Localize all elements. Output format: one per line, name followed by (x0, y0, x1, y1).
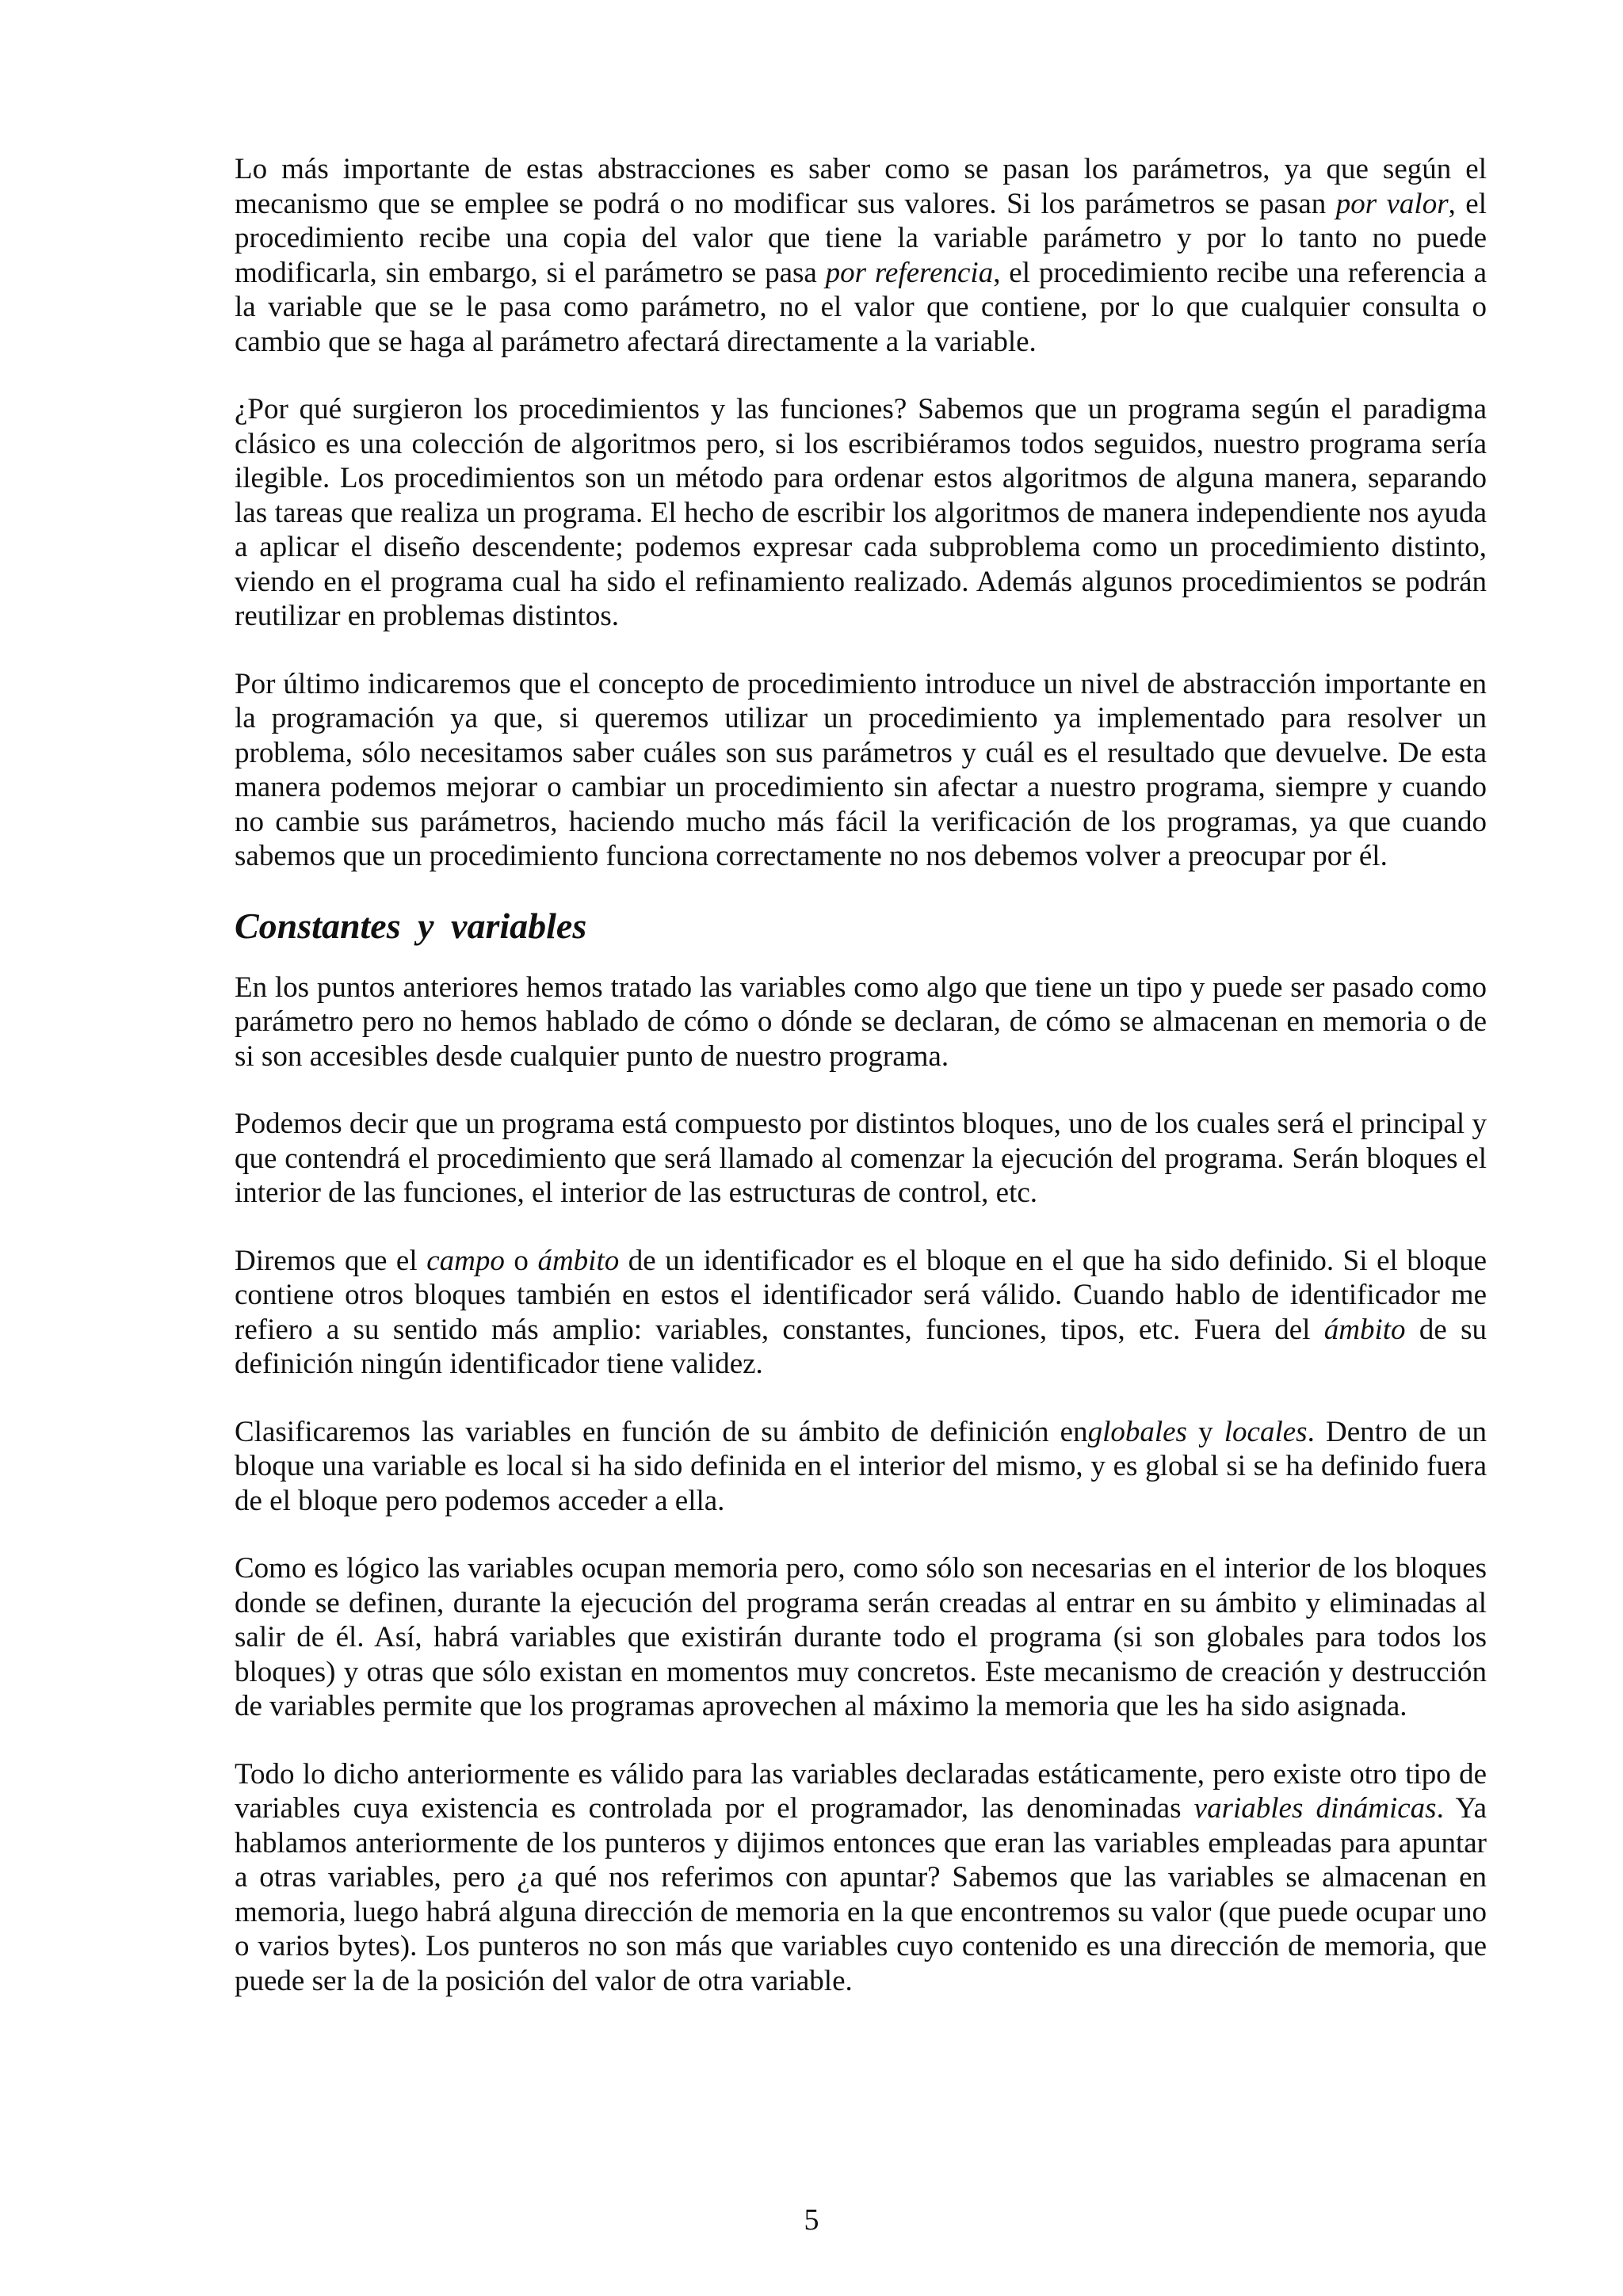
text-span: Todo lo dicho anteriormente es válido para las variables declaradas estáticamente, pero existe otro tipo de variables cuya existencia es controlada por el programador, las denominadas (235, 1757, 1487, 1825)
text-span: o (504, 1244, 538, 1277)
page-content (235, 152, 1487, 1998)
page-number: 5 (804, 2203, 819, 2237)
emphasis-campo: campo (426, 1244, 505, 1277)
emphasis-globales: globales (1087, 1415, 1187, 1448)
text-span: , el procedimiento recibe una copia del valor que tiene la variable parámetro y por lo tanto no puede modificarla, sin embargo, si el parámetro se pasa (235, 187, 1487, 289)
emphasis-por-valor: por valor (1335, 187, 1449, 220)
paragraph-parameter-passing (235, 152, 1487, 359)
paragraph-variables-intro: En los puntos anteriores hemos tratado las variables como algo que tiene un tipo y puede ser pasado como parámetro pero no hemos hablado de cómo o dónde se declaran, de cómo se almacenan en memoria o de si son accesibles desde cualquier punto de nuestro programa. (235, 971, 1487, 1073)
text-span: Diremos que el (235, 1244, 427, 1277)
text-span: , el procedimiento recibe una referencia a la variable que se le pasa como parámetro, no el valor que contiene, por lo que cualquier consulta o cambio que se haga al parámetro afectará directamente a la variable. (235, 256, 1487, 358)
emphasis-locales: locales (1224, 1415, 1308, 1448)
paragraph-why-procedures: ¿Por qué surgieron los procedimientos y las funciones? Sabemos que un programa según el paradigma clásico es una colección de algoritmos pero, si los escribiéramos todos seguidos, nuestro programa sería ilegible. Los procedimientos son un método para ordenar estos algoritmos de alguna manera, separando las tareas que realiza un programa. El hecho de escribir los algoritmos de manera independiente nos ayuda a aplicar el diseño descendente; podemos expresar cada subproblema como un procedimiento distinto, viendo en el programa cual ha sido el refinamiento realizado. Además algunos procedimientos se podrán reutilizar en problemas distintos. (235, 393, 1487, 632)
paragraph-scope (235, 1244, 1487, 1382)
text-span: y (1186, 1415, 1224, 1448)
text-span: . Ya hablamos anteriormente de los punteros y dijimos entonces que eran las variables empleadas para apuntar a otras variables, pero ¿a qué nos referimos con apuntar? Sabemos que las variables se almacenan en memoria, luego habrá alguna dirección de memoria en la que encontremos su valor (que puede ocupar uno o varios bytes). Los punteros no son más que variables cuyo contenido es una dirección de memoria, que puede ser la de la posición del valor de otra variable. (235, 1792, 1487, 1997)
text-span: de un identificador es el bloque en el que ha sido definido. Si el bloque contiene otros bloques también en estos el identificador será válido. Cuando hablo de identificador me refiero a su sentido más amplio: variables, constantes, funciones, tipos, etc. Fuera del (235, 1244, 1487, 1346)
paragraph-program-blocks: Podemos decir que un programa está compuesto por distintos bloques, uno de los cuales será el principal y que contendrá el procedimiento que será llamado al comenzar la ejecución del programa. Serán bloques el interior de las funciones, el interior de las estructuras de control, etc. (235, 1108, 1487, 1209)
section-heading-constantes-variables: Constantes y variables (235, 905, 587, 946)
paragraph-global-local (235, 1415, 1487, 1519)
emphasis-ambito: ámbito (537, 1244, 620, 1277)
paragraph-dynamic-variables (235, 1757, 1487, 1999)
emphasis-variables-dinamicas: variables dinámicas (1193, 1792, 1437, 1825)
text-span: Clasificaremos las variables en función de su ámbito de definición en (235, 1415, 1088, 1448)
emphasis-ambito: ámbito (1323, 1313, 1406, 1346)
paragraph-abstraction-level: Por último indicaremos que el concepto de procedimiento introduce un nivel de abstracción importante en la programación ya que, si queremos utilizar un procedimiento ya implementado para resolver un problema, sólo necesitamos saber cuáles son sus parámetros y cuál es el resultado que devuelve. De esta manera podemos mejorar o cambiar un procedimiento sin afectar a nuestro programa, siempre y cuando no cambie sus parámetros, haciendo mucho más fácil la verificación de los programas, ya que cuando sabemos que un procedimiento funciona correctamente no nos debemos volver a preocupar por él. (235, 667, 1487, 872)
text-span: . Dentro de un bloque una variable es local si ha sido definida en el interior del mismo, y es global si se ha definido fuera de el bloque pero podemos acceder a ella. (235, 1415, 1487, 1517)
text-span: Lo más importante de estas abstracciones es saber como se pasan los parámetros, ya que según el mecanismo que se emplee se podrá o no modificar sus valores. Si los parámetros se pasan (235, 153, 1487, 220)
paragraph-memory-lifetime: Como es lógico las variables ocupan memoria pero, como sólo son necesarias en el interior de los bloques donde se definen, durante la ejecución del programa serán creadas al entrar en su ámbito y eliminadas al salir de él. Así, habrá variables que existirán durante todo el programa (si son globales para todos los bloques) y otras que sólo existan en momentos muy concretos. Este mecanismo de creación y destrucción de variables permite que los programas aprovechen al máximo la memoria que les ha sido asignada. (235, 1552, 1487, 1722)
text-span: de su definición ningún identificador tiene validez. (235, 1313, 1487, 1380)
emphasis-por-referencia: por referencia (825, 256, 994, 289)
